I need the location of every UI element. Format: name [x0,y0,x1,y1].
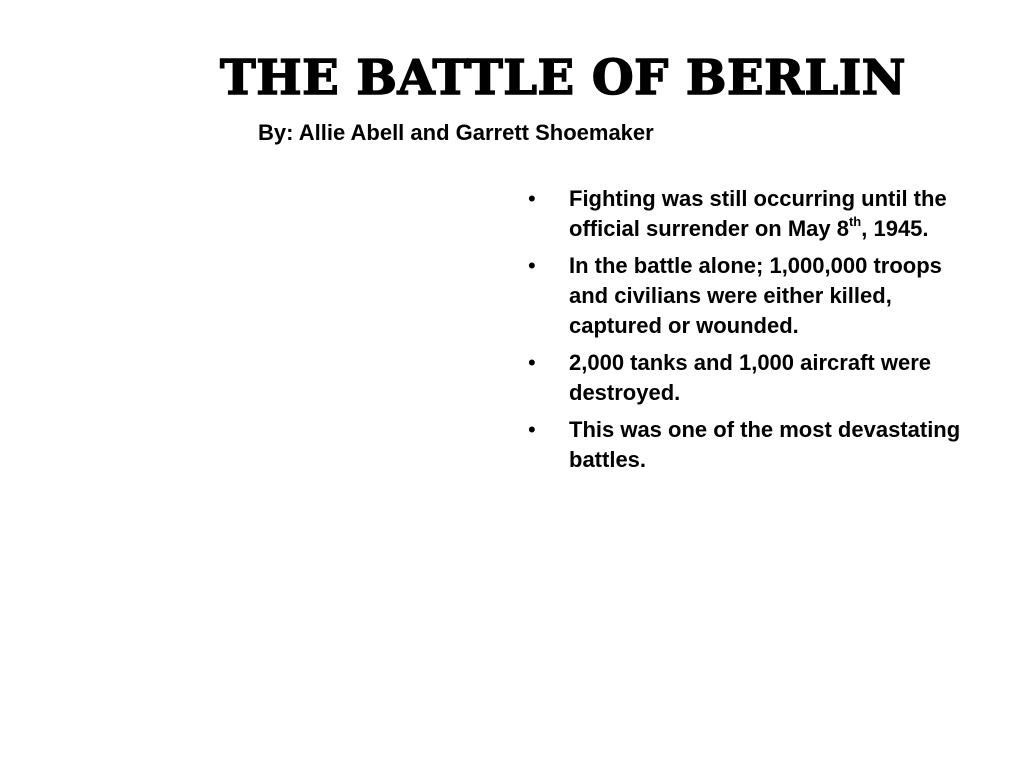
bullet-marker: • [528,350,536,375]
bullet-item [528,251,968,341]
bullet-item [528,184,968,244]
slide-title: THE BATTLE OF BERLIN [220,50,907,106]
bullet-text [569,186,947,241]
ordinal-suffix: th [848,213,862,229]
slide-subtitle: By: Allie Abell and Garrett Shoemaker [258,120,654,145]
bullet-marker: • [528,253,536,278]
bullet-text-part: , 1945. [861,216,929,241]
bullet-item [528,415,968,475]
bullet-marker: • [528,186,536,211]
bullet-list [528,184,968,482]
bullet-item [528,348,968,408]
bullet-marker: • [528,417,536,442]
bullet-text: This was one of the most devastating battles. [569,417,961,472]
bullet-text: 2,000 tanks and 1,000 aircraft were destroyed. [569,350,931,405]
bullet-text: In the battle alone; 1,000,000 troops and civilians were either killed, captured or wounded. [569,253,942,338]
bullet-text-part: Fighting was still occurring until the official surrender on May 8 [569,186,947,241]
